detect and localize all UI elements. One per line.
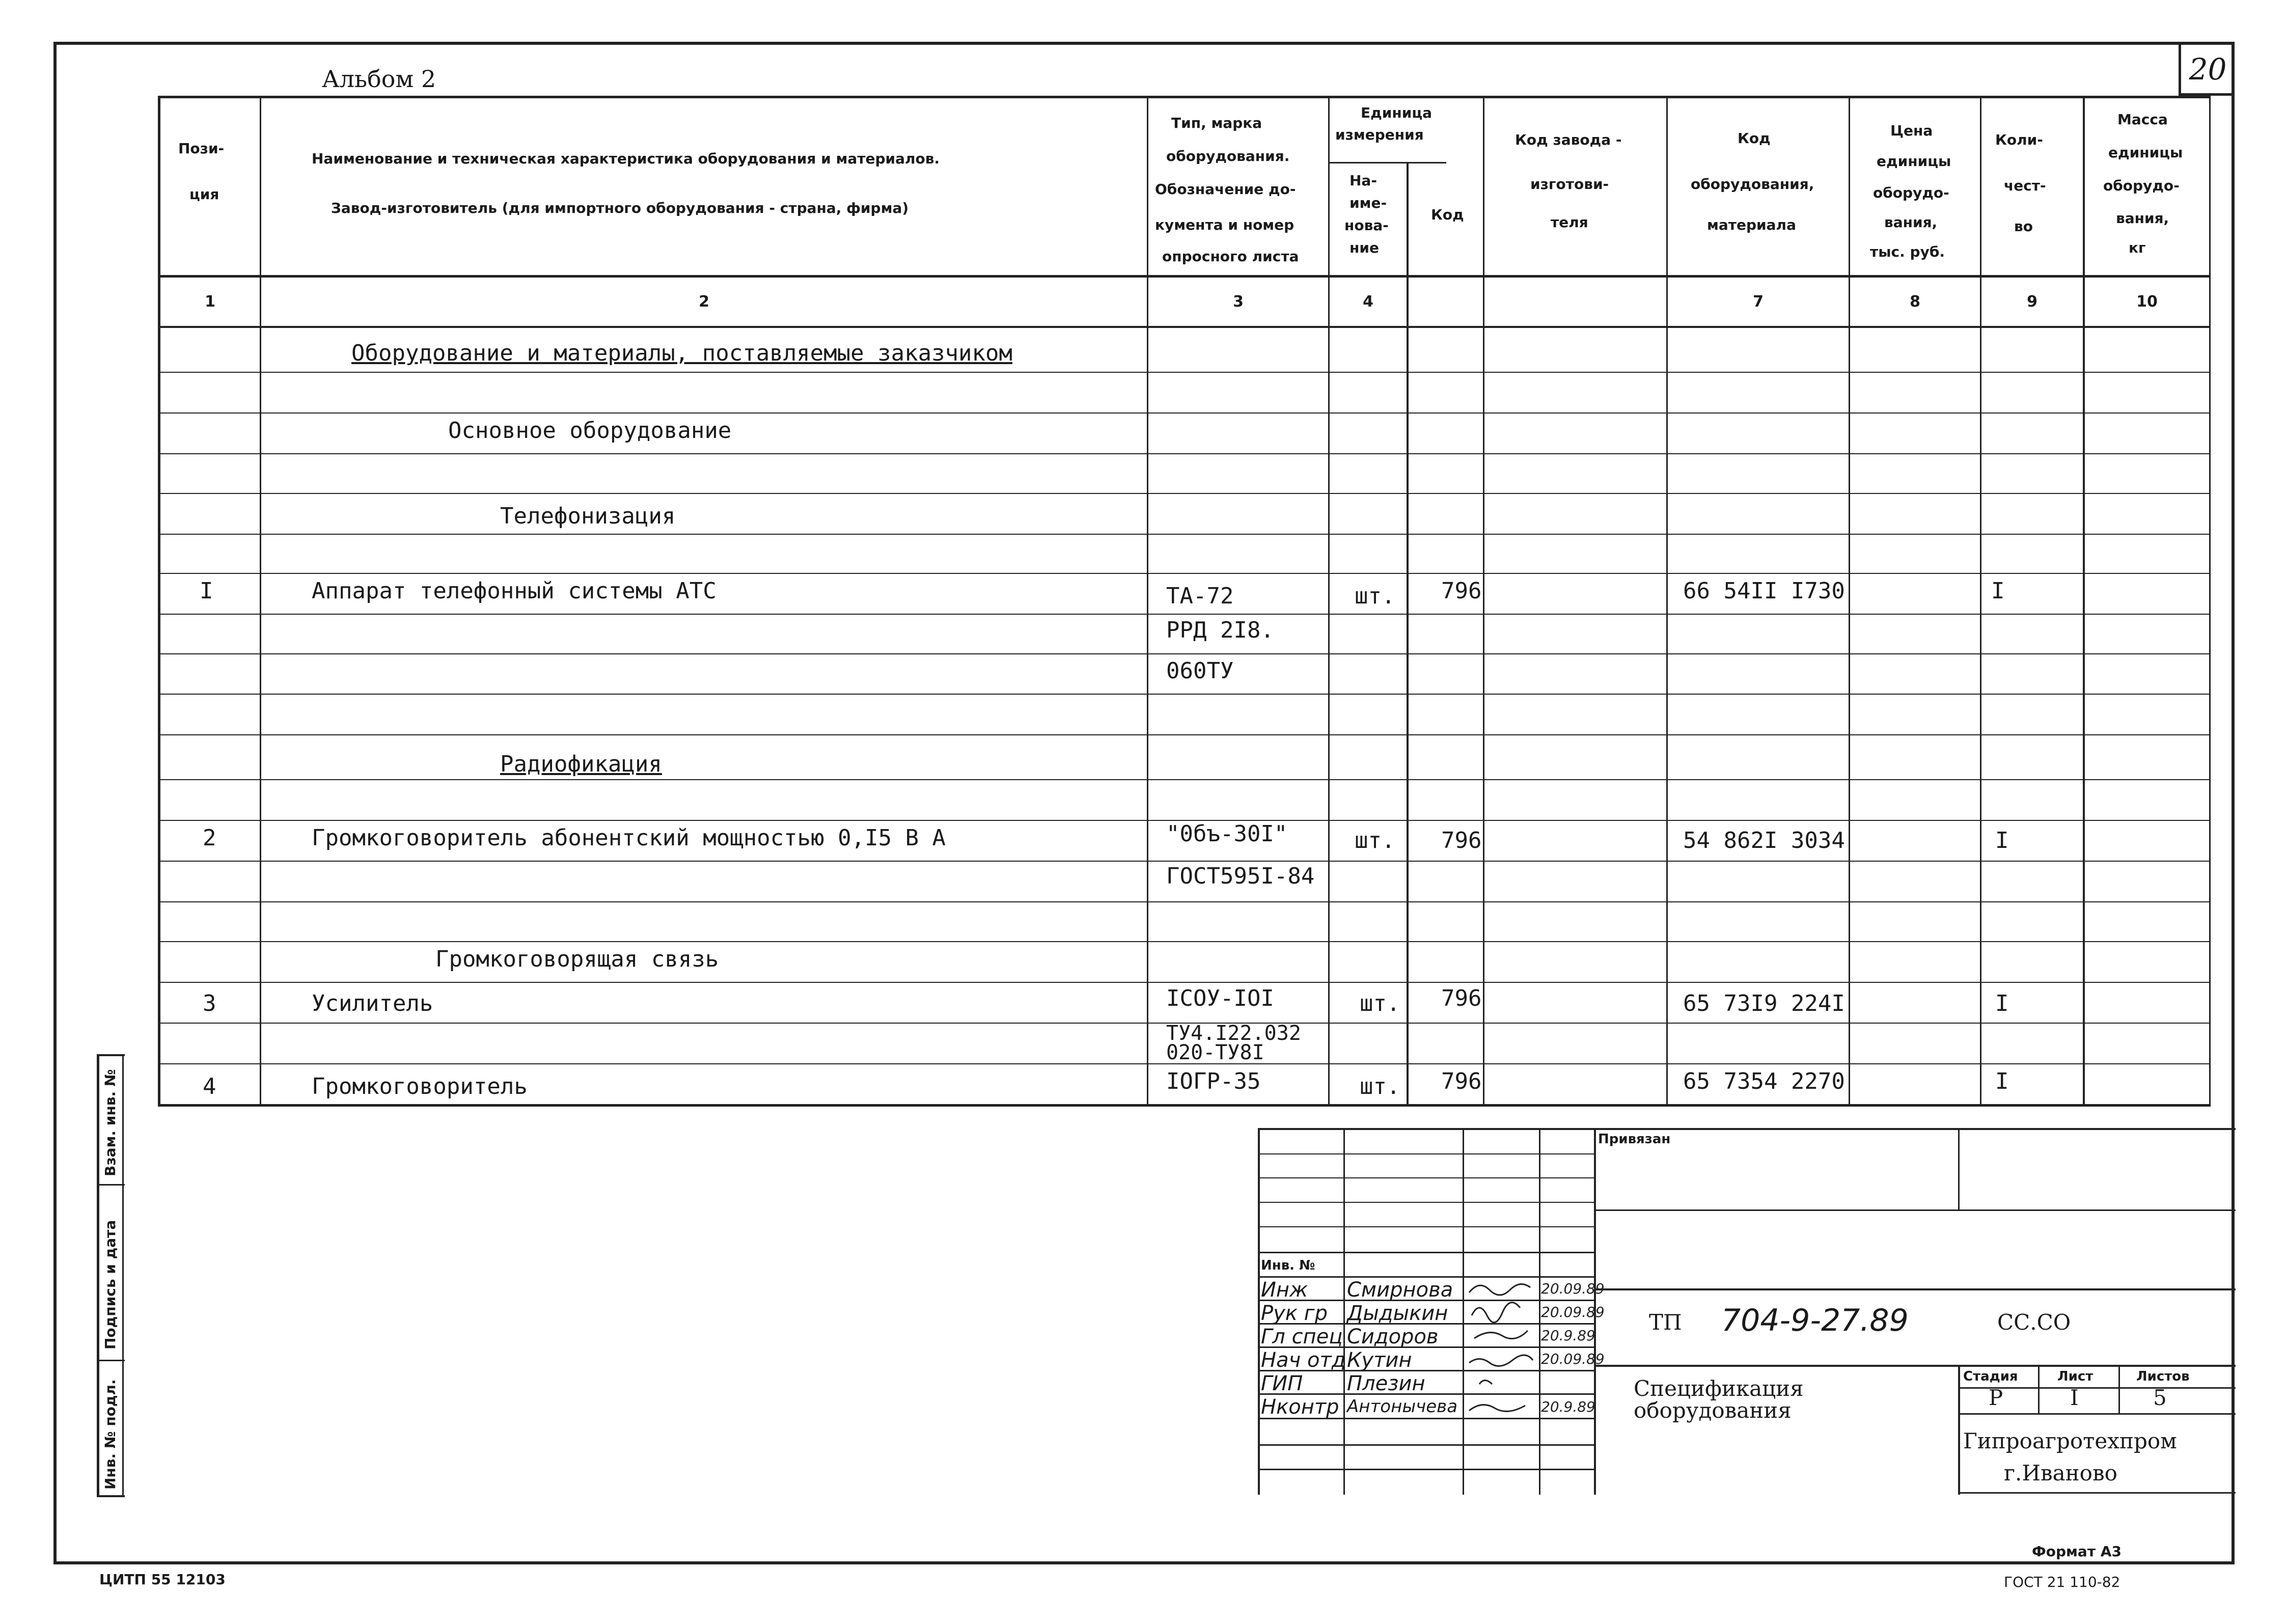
header-unit-name-3: нова- (1344, 217, 1389, 234)
row-position: 2 (203, 825, 216, 851)
tb-name: Смирнова (1347, 1278, 1453, 1302)
header-code-1: Код (1738, 130, 1771, 147)
album-label: Альбом 2 (322, 65, 436, 93)
tb-org-name: Гипроагротехпром (1963, 1428, 2177, 1453)
tb-name: Дыдыкин (1347, 1302, 1448, 1325)
tb-role: Инж (1261, 1278, 1308, 1302)
header-price-5: тыс. руб. (1870, 243, 1945, 260)
sheet-number: 20 (2179, 45, 2235, 96)
row-type: ТА-72 (1166, 583, 1234, 609)
row-position: 3 (203, 990, 216, 1016)
header-type-3: Обозначение до- (1155, 181, 1296, 198)
header-price-4: вания, (1884, 214, 1938, 231)
row-type: ТУ4.I22.032 (1166, 1022, 1301, 1045)
section-main: Основное оборудование (448, 418, 732, 444)
tb-date: 20.09.89 (1541, 1304, 1605, 1320)
header-unit-1: Единица (1361, 104, 1432, 121)
row-code: 66 54II I730 (1683, 578, 1845, 604)
row-position: 4 (203, 1074, 216, 1099)
header-unit-name-1: На- (1349, 172, 1377, 189)
row-type: ГОСТ595I-84 (1166, 863, 1315, 889)
row-qty: I (1995, 828, 2009, 854)
header-maker-2: изготови- (1530, 176, 1609, 192)
col-number: 9 (2027, 293, 2037, 311)
tb-org-city: г.Иваново (2004, 1461, 2117, 1485)
tb-role: ГИП (1261, 1372, 1303, 1395)
header-code-3: материала (1707, 216, 1796, 233)
header-mass-2: единицы (2108, 144, 2183, 161)
tb-stage-label: Стадия (1963, 1369, 2018, 1384)
footer-left: ЦИТП 55 12103 (99, 1571, 226, 1588)
col-number: 10 (2136, 293, 2158, 311)
col-number: 4 (1363, 293, 1373, 311)
row-qty: I (1991, 578, 2005, 604)
tb-sheets-label: Листов (2136, 1369, 2190, 1384)
header-position-1: Пози- (178, 140, 225, 157)
header-maker-1: Код завода - (1515, 131, 1622, 148)
row-unit: шт. (1355, 583, 1395, 609)
header-price-1: Цена (1890, 122, 1933, 139)
row-type: 020-ТУ8I (1166, 1041, 1264, 1064)
header-qty-1: Коли- (1995, 131, 2043, 148)
tb-doc-title-1: Спецификация (1634, 1376, 1804, 1401)
row-unit: шт. (1360, 1074, 1400, 1099)
tb-linked-label: Привязан (1598, 1132, 1671, 1147)
section-supplied: Оборудование и материалы, поставляемые заказчиком (351, 340, 1013, 366)
header-unit-name-4: ние (1349, 239, 1379, 256)
header-price-2: единицы (1877, 153, 1951, 170)
row-unit-code: 796 (1441, 985, 1482, 1011)
header-name-2: Завод-изготовитель (для импортного оборудования - страна, фирма) (331, 200, 909, 216)
tb-date: 20.9.89 (1541, 1327, 1595, 1344)
row-unit-code: 796 (1441, 578, 1482, 604)
tb-name: Кутин (1347, 1348, 1412, 1372)
row-type: 060ТУ (1166, 658, 1234, 684)
header-type-1: Тип, марка (1171, 115, 1262, 131)
col-number: 7 (1753, 293, 1764, 311)
tb-role: Рук гр (1261, 1302, 1328, 1325)
tb-doc-suffix: СС.СО (1997, 1310, 2071, 1335)
row-type: IОГР-35 (1166, 1068, 1261, 1094)
row-name: Усилитель (312, 990, 433, 1016)
tb-name: Антонычева (1347, 1396, 1458, 1417)
col-number: 1 (205, 293, 215, 311)
tb-role: Нконтр (1261, 1395, 1339, 1419)
row-code: 54 862I 3034 (1683, 828, 1845, 854)
side-replaced-inv: Взам. инв. № (102, 1069, 119, 1176)
tb-date: 20.9.89 (1541, 1398, 1595, 1415)
tb-name: Сидоров (1347, 1325, 1439, 1348)
header-mass-1: Масса (2117, 111, 2168, 128)
header-unit-name-2: име- (1349, 195, 1387, 211)
row-type: РРД 2I8. (1166, 617, 1274, 643)
header-maker-3: теля (1551, 214, 1588, 231)
row-name: Громкоговоритель абонентский мощностью 0,I5 В А (312, 825, 946, 851)
signatures-image (1464, 1277, 1538, 1420)
tb-sheet: I (2070, 1385, 2079, 1410)
tb-name: Плезин (1347, 1372, 1425, 1395)
header-qty-2: чест- (2004, 177, 2046, 194)
tb-doc-number: 704-9-27.89 (1721, 1303, 1909, 1338)
header-name-1: Наименование и техническая характеристика оборудования и материалов. (312, 150, 940, 167)
row-position: I (200, 578, 213, 604)
tb-stage: Р (1989, 1385, 2003, 1410)
header-type-4: кумента и номер (1155, 216, 1295, 233)
row-code: 65 7354 2270 (1683, 1068, 1845, 1094)
header-unit-2: измерения (1335, 126, 1424, 143)
row-unit-code: 796 (1441, 1068, 1482, 1094)
section-radio: Радиофикация (500, 751, 662, 777)
section-loudspeaker: Громкоговорящая связь (435, 946, 719, 972)
header-price-3: оборудо- (1873, 184, 1949, 201)
tb-role: Гл спец (1261, 1325, 1343, 1348)
side-inv-original: Инв. № подл. (102, 1379, 119, 1490)
header-mass-4: вания, (2116, 210, 2169, 227)
header-code-2: оборудования, (1691, 176, 1814, 192)
header-position-2: ция (189, 186, 219, 203)
row-unit-code: 796 (1441, 828, 1482, 854)
side-signature-date: Подпись и дата (102, 1220, 119, 1350)
row-unit: шт. (1355, 828, 1395, 854)
tb-inv-label: Инв. № (1261, 1258, 1315, 1273)
col-number: 8 (1910, 293, 1920, 311)
tb-sheet-label: Лист (2057, 1369, 2094, 1384)
row-type: IСОУ-IОI (1166, 985, 1274, 1011)
tb-role: Нач отд (1261, 1348, 1346, 1372)
tb-doc-title-2: оборудования (1634, 1398, 1792, 1423)
row-qty: I (1995, 990, 2009, 1016)
header-mass-3: оборудо- (2103, 177, 2180, 194)
section-telephony: Телефонизация (500, 503, 676, 529)
col-number: 3 (1233, 293, 1244, 311)
row-name: Аппарат телефонный системы АТС (312, 578, 717, 604)
header-mass-5: кг (2129, 239, 2146, 256)
row-qty: I (1995, 1068, 2009, 1094)
header-unit-code: Код (1431, 206, 1464, 223)
row-code: 65 73I9 224I (1683, 990, 1845, 1016)
footer-gost: ГОСТ 21 110-82 (2004, 1574, 2120, 1590)
row-name: Громкоговоритель (312, 1074, 528, 1099)
header-type-2: оборудования. (1166, 148, 1290, 164)
row-unit: шт. (1360, 990, 1400, 1016)
tb-date: 20.09.89 (1541, 1280, 1605, 1297)
col-number: 2 (699, 293, 709, 311)
header-type-5: опросного листа (1162, 248, 1299, 265)
tb-sheets: 5 (2153, 1385, 2167, 1410)
header-qty-3: во (2014, 218, 2033, 235)
row-type: "0бъ-30I" (1166, 821, 1288, 847)
tb-doc-prefix: ТП (1649, 1310, 1682, 1335)
tb-date: 20.09.89 (1541, 1351, 1605, 1367)
footer-format: Формат А3 (2032, 1543, 2122, 1560)
